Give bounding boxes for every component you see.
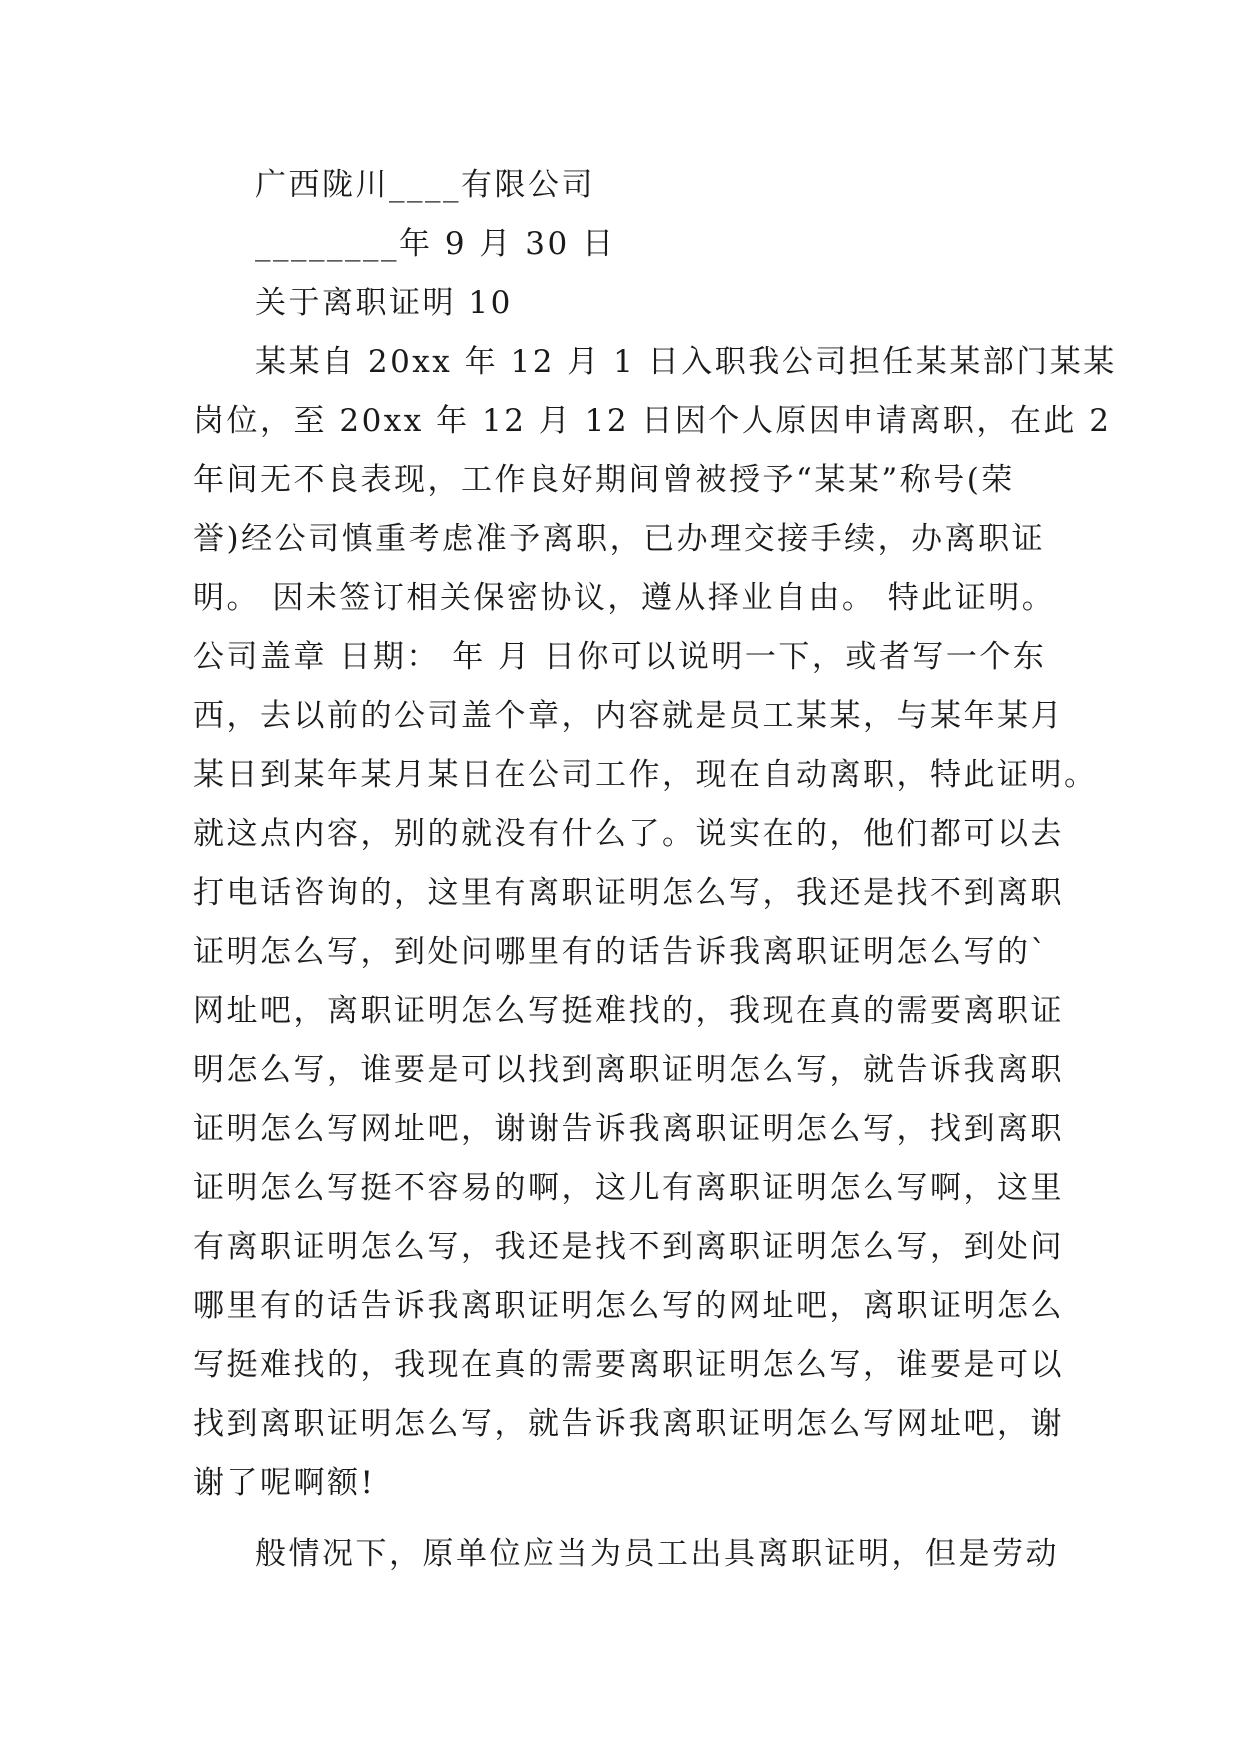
text-line: 年间无不良表现，工作良好期间曾被授予“某某”称号(荣 (193, 462, 1015, 498)
document-body (193, 156, 1117, 1584)
text-line: 找到离职证明怎么写，就告诉我离职证明怎么写网址吧，谢 (193, 1406, 1064, 1442)
text-line: 证明怎么写挺不容易的啊，这儿有离职证明怎么写啊，这里 (193, 1170, 1064, 1206)
text-line: 哪里有的话告诉我离职证明怎么写的网址吧，离职证明怎么 (193, 1288, 1064, 1324)
text-line: 就这点内容，别的就没有什么了。说实在的，他们都可以去 (193, 816, 1064, 852)
text-line: 誉)经公司慎重考虑准予离职，已办理交接手续，办离职证 (193, 521, 1046, 557)
paragraph-1 (193, 333, 1117, 1513)
company-name: 广西陇川____有限公司 (255, 167, 595, 203)
text-line: 明。 因未签订相关保密协议，遵从择业自由。 特此证明。 (193, 580, 1056, 616)
text-line: 写挺难找的，我现在真的需要离职证明怎么写，谁要是可以 (193, 1347, 1064, 1383)
text-line: 某某自 20xx 年 12 月 1 日入职我公司担任某某部门某某 (255, 344, 1117, 380)
text-line: 般情况下，原单位应当为员工出具离职证明，但是劳动 (255, 1536, 1059, 1572)
issue-date: ________年 9 月 30 日 (255, 226, 616, 262)
text-line: 某日到某年某月某日在公司工作，现在自动离职，特此证明。 (193, 757, 1098, 793)
text-line: 证明怎么写网址吧，谢谢告诉我离职证明怎么写，找到离职 (193, 1111, 1064, 1147)
text-line: 谢了呢啊额! (193, 1465, 376, 1501)
text-line: 有离职证明怎么写，我还是找不到离职证明怎么写，到处问 (193, 1229, 1064, 1265)
text-line: 网址吧，离职证明怎么写挺难找的，我现在真的需要离职证 (193, 993, 1064, 1029)
text-line: 公司盖章 日期： 年 月 日你可以说明一下，或者写一个东 (193, 639, 1047, 675)
text-line: 明怎么写，谁要是可以找到离职证明怎么写，就告诉我离职 (193, 1052, 1064, 1088)
paragraph-spacer (193, 1513, 1073, 1525)
text-line: 西，去以前的公司盖个章，内容就是员工某某，与某年某月 (193, 698, 1064, 734)
paragraph-2 (193, 1525, 1073, 1584)
section-title: 关于离职证明 10 (255, 285, 513, 321)
text-line: 打电话咨询的，这里有离职证明怎么写，我还是找不到离职 (193, 875, 1064, 911)
text-line: 证明怎么写，到处问哪里有的话告诉我离职证明怎么写的` (193, 934, 1049, 970)
text-line: 岗位，至 20xx 年 12 月 12 日因个人原因申请离职，在此 2 (193, 403, 1112, 439)
